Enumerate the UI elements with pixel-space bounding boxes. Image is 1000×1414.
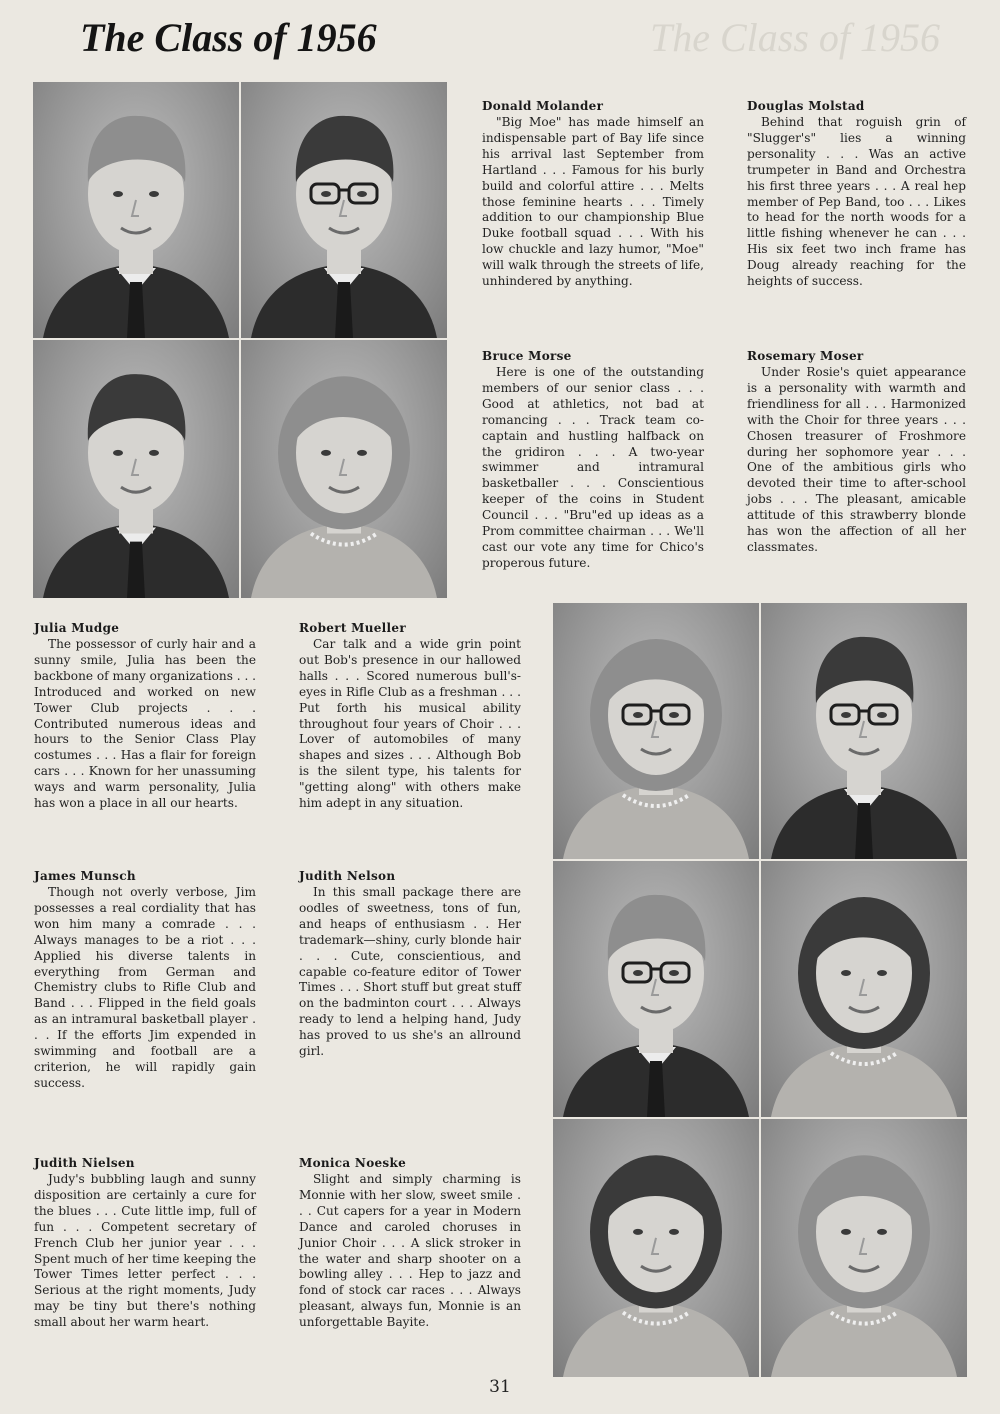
left-eye bbox=[841, 712, 851, 718]
bleed-through-title: The Class of 1956 bbox=[649, 15, 940, 60]
student-name: James Munsch bbox=[34, 869, 136, 883]
student-bio: Though not overly verbose, Jim possesses a real cordiality that has won him many a comrade . . . Always manages to be a riot . . . Applied his diverse talents in everything from German and Chemistry clubs to Rifle Club and Band . . . Flipped in the field goals as an intramural basketball player . . . If the efforts Jim expended in swimming and football are a criterion, he will rapidly gain success. bbox=[34, 885, 256, 1090]
left-eye bbox=[841, 1229, 851, 1235]
student-name: Monica Noeske bbox=[299, 1156, 407, 1170]
portrait-illustration bbox=[761, 603, 967, 859]
portrait-monica-noeske bbox=[761, 1119, 967, 1377]
left-eye bbox=[633, 712, 643, 718]
student-name: Julia Mudge bbox=[34, 621, 120, 635]
clothing bbox=[771, 1043, 957, 1117]
student-bio: In this small package there are oodles of sweetness, tons of fun, and heaps of enthusiasm . . Her trademark—shiny, curly blonde hair . . . Cute, conscientious, and capable co-feature editor of Tower Times . . . Short stuff but great stuff on the badminton court . . . Always ready to lend a helping hand, Judy has proved to us she's an allround girl. bbox=[299, 885, 521, 1059]
portrait-illustration bbox=[553, 1119, 759, 1377]
student-bio: The possessor of curly hair and a sunny smile, Julia has been the backbone of many organizations . . . Introduced and worked on new Tower Club projects . . . Contributed numerous ideas and hours to the Senior Class Play costumes . . . Has a flair for foreign cars . . . Known for her unassuming ways and warm personality, Julia has won a place in all our hearts. bbox=[34, 637, 256, 811]
portrait-james-munsch bbox=[553, 861, 759, 1117]
left-eye bbox=[321, 450, 331, 456]
left-eye bbox=[113, 450, 123, 456]
portrait-bruce-morse bbox=[33, 340, 239, 598]
right-portrait-grid bbox=[553, 603, 967, 1377]
portrait-illustration bbox=[241, 82, 447, 338]
page-title: The Class of 1956 bbox=[80, 15, 377, 60]
portrait-illustration bbox=[553, 861, 759, 1117]
portrait-illustration bbox=[553, 603, 759, 859]
portrait-illustration bbox=[241, 340, 447, 598]
portrait-judith-nielsen bbox=[553, 1119, 759, 1377]
page-number: 31 bbox=[489, 1377, 511, 1397]
right-eye bbox=[357, 191, 367, 197]
entry-monica-noeske bbox=[299, 1156, 521, 1331]
portrait-illustration bbox=[33, 82, 239, 338]
student-name: Judith Nielsen bbox=[34, 1156, 135, 1170]
student-bio: Slight and simply charming is Monnie with her slow, sweet smile . . . Cut capers for a year in Modern Dance and caroled choruses in Junior Choir . . . A slick stroker in the water and sharp shooter on a bowling alley . . . Hep to jazz and fond of stock car races . . . Always pleasant, always fun, Monnie is an unforgettable Bayite. bbox=[299, 1172, 521, 1330]
portrait-illustration bbox=[761, 861, 967, 1117]
right-eye bbox=[669, 970, 679, 976]
right-eye bbox=[149, 191, 159, 197]
student-bio: Under Rosie's quiet appearance is a personality with warmth and friendliness for all . . . Harmonized with the Choir for three years . . . Chosen treasurer of Froshmore during her sophomore year . . . One of the ambitious girls who devoted their time to after-school jobs . . . The pleasant, amicable attitude of this strawberry blonde has won the affection of all her classmates. bbox=[747, 365, 966, 554]
left-eye bbox=[113, 191, 123, 197]
portrait-illustration bbox=[33, 340, 239, 598]
entry-judith-nelson bbox=[299, 869, 521, 1060]
right-eye bbox=[877, 712, 887, 718]
right-eye bbox=[669, 712, 679, 718]
right-eye bbox=[669, 1229, 679, 1235]
entry-judith-nielsen bbox=[34, 1156, 256, 1331]
entry-robert-mueller bbox=[299, 621, 521, 812]
student-bio: Here is one of the outstanding members of our senior class . . . Good at athletics, not bad at romancing . . . Track team co-captain and hustling halfback on the gridiron . . . A two-year swimmer and intramural basketballer . . . Conscientious keeper of the coins in Student Council . . . "Bru"ed up ideas as a Prom committee chairman . . . We'll cast our vote any time for Chico's properous future. bbox=[482, 365, 704, 570]
student-name: Judith Nelson bbox=[299, 869, 396, 883]
student-name: Douglas Molstad bbox=[747, 99, 865, 113]
necktie bbox=[855, 803, 873, 859]
student-bio: Car talk and a wide grin point out Bob's presence in our hallowed halls . . . Scored numerous bull's-eyes in Rifle Club as a freshman . . . Put forth his musical ability throughout four years of Choir . . . Lover of automobiles of many shapes and sizes . . . Although Bob is the silent type, his talents for "getting along" with others make him adept in any situation. bbox=[299, 637, 521, 811]
necktie bbox=[647, 1061, 665, 1117]
portrait-rosemary-moser bbox=[241, 340, 447, 598]
top-portrait-grid bbox=[33, 82, 447, 598]
student-bio: Behind that roguish grin of "Slugger's" lies a winning personality . . . Was an active trumpeter in Band and Orchestra his first three years . . . A real hep member of Pep Band, too . . . Likes to head for the north woods for a little fishing whenever he can . . . His six feet two inch frame has Doug already reaching for the heights of success. bbox=[747, 115, 966, 289]
clothing bbox=[771, 1302, 957, 1377]
clothing bbox=[563, 785, 749, 859]
student-name: Donald Molander bbox=[482, 99, 604, 113]
student-bio: Judy's bubbling laugh and sunny disposition are certainly a cure for the blues . . . Cute little imp, full of fun . . . Competent secretary of French Club her junior year . . . Spent much of her time keeping the Tower Times letter perfect . . . Serious at the right moments, Judy may be tiny but there's nothing small about her warm heart. bbox=[34, 1172, 256, 1330]
entry-julia-mudge bbox=[34, 621, 256, 812]
right-eye bbox=[877, 970, 887, 976]
right-eye bbox=[357, 450, 367, 456]
portrait-douglas-molstad bbox=[241, 82, 447, 338]
necktie bbox=[127, 542, 145, 598]
left-eye bbox=[633, 970, 643, 976]
student-bio: "Big Moe" has made himself an indispensable part of Bay life since his arrival last September from Hartland . . . Famous for his burly build and colorful attire . . . Melts those feminine hearts . . . Timely addition to our championship Blue Duke football squad . . . With his low chuckle and lazy humor, "Moe" will walk through the streets of life, unhindered by anything. bbox=[482, 115, 704, 289]
portrait-robert-mueller bbox=[761, 603, 967, 859]
student-name: Bruce Morse bbox=[482, 349, 572, 363]
entry-bruce-morse bbox=[482, 349, 704, 572]
right-eye bbox=[877, 1229, 887, 1235]
left-eye bbox=[841, 970, 851, 976]
portrait-illustration bbox=[761, 1119, 967, 1377]
clothing bbox=[563, 1302, 749, 1377]
necktie bbox=[127, 282, 145, 338]
left-eye bbox=[321, 191, 331, 197]
left-eye bbox=[633, 1229, 643, 1235]
entry-douglas-molstad bbox=[747, 99, 966, 290]
portrait-judith-nelson bbox=[761, 861, 967, 1117]
entry-donald-molander bbox=[482, 99, 704, 290]
entry-james-munsch bbox=[34, 869, 256, 1092]
clothing bbox=[251, 523, 437, 598]
entry-rosemary-moser bbox=[747, 349, 966, 556]
student-name: Robert Mueller bbox=[299, 621, 406, 635]
student-name: Rosemary Moser bbox=[747, 349, 864, 363]
portrait-donald-molander bbox=[33, 82, 239, 338]
necktie bbox=[335, 282, 353, 338]
right-eye bbox=[149, 450, 159, 456]
portrait-julia-mudge bbox=[553, 603, 759, 859]
